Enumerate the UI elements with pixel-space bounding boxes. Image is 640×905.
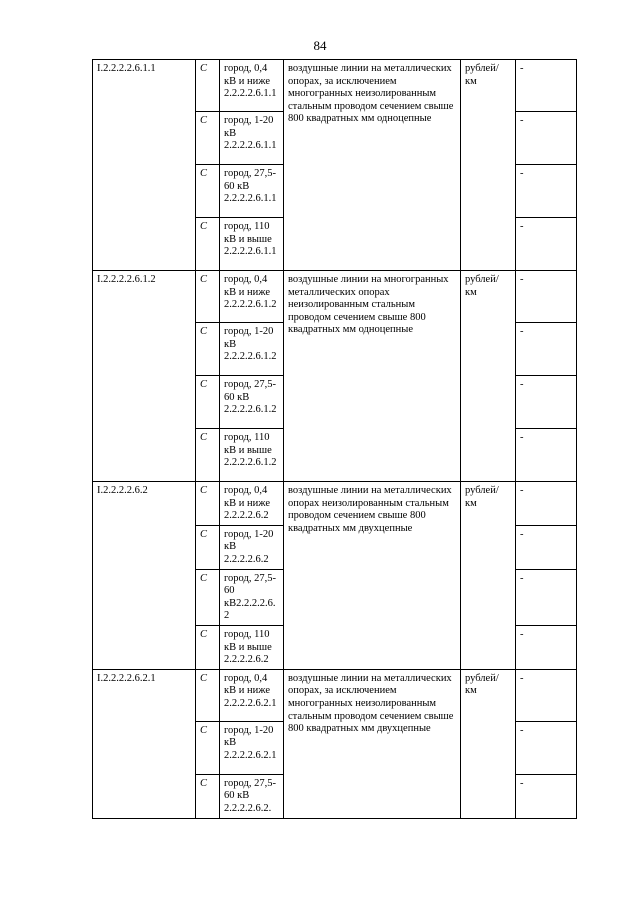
table-row — [93, 669, 577, 721]
tariff-table — [92, 59, 577, 819]
row-category: город, 27,5-60 кВ2.2.2.2.6.2 — [220, 569, 284, 625]
row-value: - — [516, 271, 577, 323]
row-value: - — [516, 429, 577, 482]
row-category: город, 1-20 кВ 2.2.2.2.6.1.1 — [220, 112, 284, 165]
row-category: город, 0,4 кВ и ниже 2.2.2.2.6.1.1 — [220, 60, 284, 112]
row-category: город, 0,4 кВ и ниже 2.2.2.2.6.2.1 — [220, 669, 284, 721]
table-row — [93, 271, 577, 323]
row-letter: С — [196, 218, 220, 271]
row-letter: С — [196, 625, 220, 669]
row-value: - — [516, 774, 577, 818]
row-category: город, 27,5-60 кВ 2.2.2.2.6.1.2 — [220, 376, 284, 429]
table-body — [93, 60, 577, 819]
row-letter: С — [196, 112, 220, 165]
row-value: - — [516, 165, 577, 218]
row-value: - — [516, 376, 577, 429]
row-category: город, 1-20 кВ 2.2.2.2.6.2.1 — [220, 721, 284, 774]
item-description: воздушные линии на металлических опорах, за исключением многогранных неизолированным стальным проводом сечением свыше 800 квадратных мм одноцепные — [284, 60, 461, 271]
row-category: город, 110 кВ и выше 2.2.2.2.6.1.1 — [220, 218, 284, 271]
row-category: город, 0,4 кВ и ниже 2.2.2.2.6.2 — [220, 482, 284, 526]
row-value: - — [516, 482, 577, 526]
item-description: воздушные линии на металлических опорах неизолированным стальным проводом сечением свыше 800 квадратных мм двухцепные — [284, 482, 461, 670]
row-value: - — [516, 525, 577, 569]
row-value: - — [516, 112, 577, 165]
item-unit: рублей/ км — [461, 482, 516, 670]
page-number: 84 — [313, 38, 327, 53]
row-letter: С — [196, 60, 220, 112]
row-letter: С — [196, 525, 220, 569]
row-category: город, 1-20 кВ 2.2.2.2.6.2 — [220, 525, 284, 569]
row-category: город, 27,5-60 кВ 2.2.2.2.6.1.1 — [220, 165, 284, 218]
row-letter: С — [196, 376, 220, 429]
row-category: город, 27,5-60 кВ 2.2.2.2.6.2. — [220, 774, 284, 818]
table-row — [93, 60, 577, 112]
row-category: город, 0,4 кВ и ниже 2.2.2.2.6.1.2 — [220, 271, 284, 323]
item-unit: рублей/ км — [461, 669, 516, 818]
row-letter: С — [196, 774, 220, 818]
row-letter: С — [196, 429, 220, 482]
row-value: - — [516, 669, 577, 721]
row-value: - — [516, 625, 577, 669]
row-category: город, 110 кВ и выше 2.2.2.2.6.1.2 — [220, 429, 284, 482]
table-row — [93, 482, 577, 526]
row-letter: С — [196, 323, 220, 376]
item-description: воздушные линии на металлических опорах, за исключением многогранных неизолированным стальным проводом сечением свыше 800 квадратных мм двухцепные — [284, 669, 461, 818]
row-letter: С — [196, 165, 220, 218]
row-letter: С — [196, 271, 220, 323]
row-letter: С — [196, 669, 220, 721]
row-value: - — [516, 721, 577, 774]
item-code: I.2.2.2.2.6.2 — [93, 482, 196, 670]
row-category: город, 1-20 кВ 2.2.2.2.6.1.2 — [220, 323, 284, 376]
item-description: воздушные линии на многогранных металлических опорах неизолированным стальным проводом сечением свыше 800 квадратных мм одноцепные — [284, 271, 461, 482]
item-unit: рублей/ км — [461, 271, 516, 482]
item-code: I.2.2.2.2.6.2.1 — [93, 669, 196, 818]
item-code: I.2.2.2.2.6.1.1 — [93, 60, 196, 271]
row-letter: С — [196, 569, 220, 625]
row-value: - — [516, 569, 577, 625]
item-code: I.2.2.2.2.6.1.2 — [93, 271, 196, 482]
row-value: - — [516, 218, 577, 271]
row-letter: С — [196, 721, 220, 774]
row-value: - — [516, 323, 577, 376]
row-value: - — [516, 60, 577, 112]
row-letter: С — [196, 482, 220, 526]
row-category: город, 110 кВ и выше 2.2.2.2.6.2 — [220, 625, 284, 669]
item-unit: рублей/ км — [461, 60, 516, 271]
